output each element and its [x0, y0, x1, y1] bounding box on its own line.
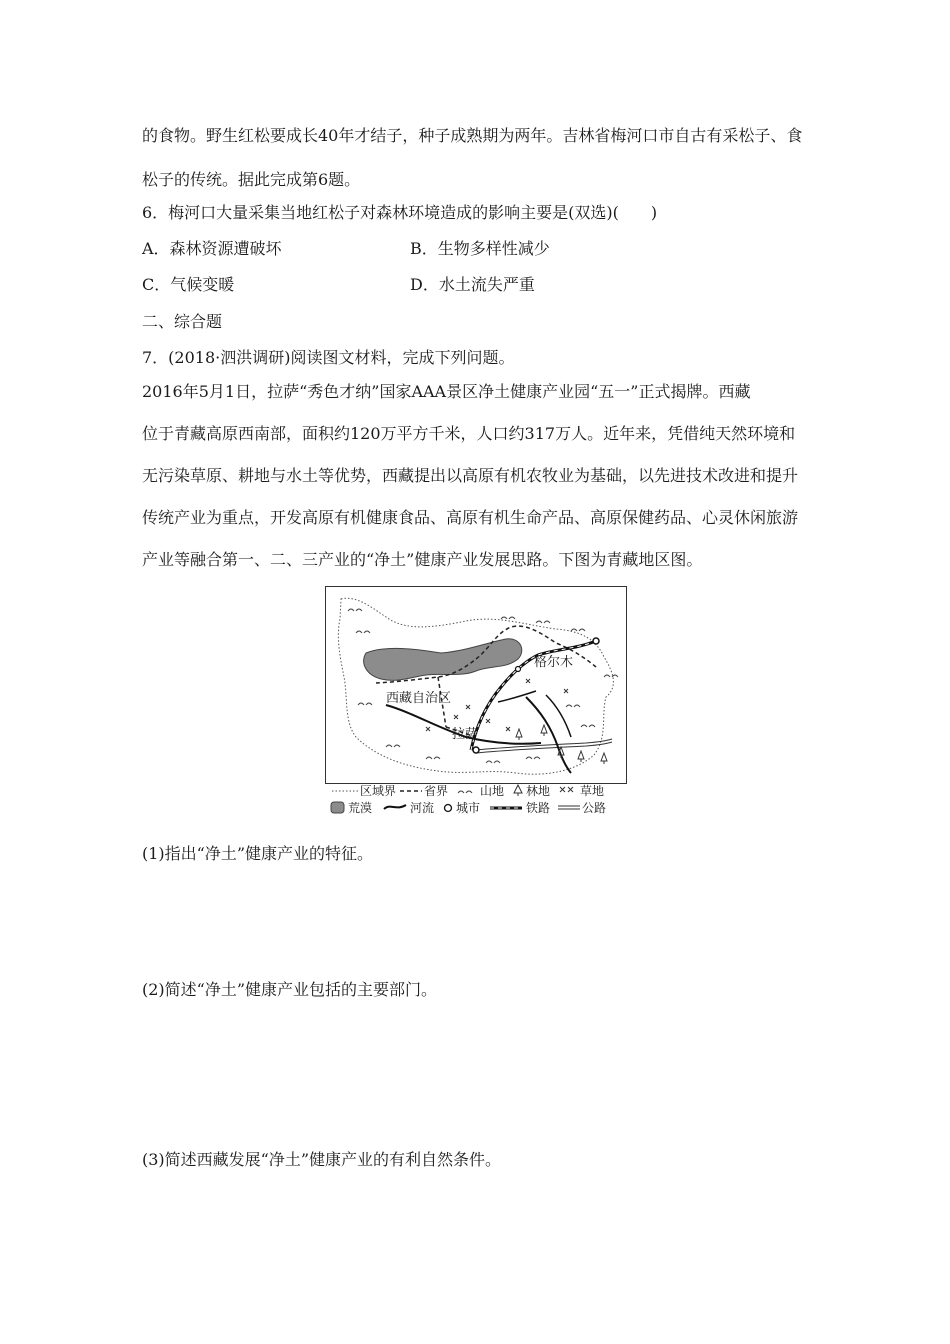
legend-highway-swatch: [556, 803, 582, 813]
legend-mountain: 山地: [480, 784, 505, 798]
city-other: [516, 667, 521, 672]
intro-line-2: 松子的传统。据此完成第6题。: [142, 170, 361, 189]
option-c: C．气候变暖: [142, 275, 235, 294]
legend-forest-swatch: [512, 783, 524, 797]
legend-grassland: 草地: [580, 784, 605, 798]
desert-area: [364, 639, 522, 681]
legend-grass-swatch: [558, 785, 578, 795]
legend-desert: 荒漠: [348, 801, 373, 815]
legend-city: 城市: [456, 801, 481, 815]
legend-province-border: 省界: [424, 784, 449, 798]
option-b: B．生物多样性减少: [410, 239, 550, 258]
legend-railway: 铁路: [526, 801, 551, 815]
option-d: D．水土流失严重: [410, 275, 535, 294]
province-border: [376, 626, 596, 737]
city-geermu: [593, 638, 599, 644]
legend-river: 河流: [410, 801, 435, 815]
legend-region-border-swatch: [330, 786, 360, 796]
material-line-1: 2016年5月1日，拉萨“秀色才纳”国家AAA景区净土健康产业园“五一”正式揭牌。西藏: [142, 382, 751, 401]
legend-river-swatch: [382, 801, 408, 813]
material-line-3: 无污染草原、耕地与水土等优势，西藏提出以高原有机农牧业为基础，以先进技术改进和提升: [142, 466, 799, 485]
intro-line-1: 的食物。野生红松要成长40年才结子，种子成熟期为两年。吉林省梅河口市自古有采松子、食: [142, 126, 803, 145]
legend-highway: 公路: [582, 801, 607, 815]
option-a: A．森林资源遭破坏: [142, 239, 282, 258]
label-geermu: 格尔木: [534, 655, 574, 670]
material-line-5: 产业等融合第一、二、三产业的“净土”健康产业发展思路。下图为青藏地区图。: [142, 550, 703, 569]
label-xizang: 西藏自治区: [386, 691, 452, 706]
section-title: 二、综合题: [142, 312, 223, 331]
sub-question-2: (2)简述“净土”健康产业包括的主要部门。: [142, 980, 438, 999]
material-line-2: 位于青藏高原西南部，面积约120万平方千米，人口约317万人。近年来，凭借纯天然环境和: [142, 424, 796, 443]
city-lasa: [473, 747, 479, 753]
river-2: [526, 697, 571, 773]
map-drawing: [326, 587, 626, 783]
question-6-stem: 6．梅河口大量采集当地红松子对森林环境造成的影响主要是(双选)( ): [142, 203, 658, 222]
qinghai-tibet-map: [320, 583, 630, 821]
legend-province-border-swatch: [398, 786, 424, 796]
map-frame: [325, 586, 627, 784]
sub-question-3: (3)简述西藏发展“净土”健康产业的有利自然条件。: [142, 1150, 502, 1169]
sub-question-1: (1)指出“净土”健康产业的特征。: [142, 844, 374, 863]
legend-forest: 林地: [526, 784, 551, 798]
legend-region-border: 区域界: [360, 784, 397, 798]
river-3: [546, 695, 571, 737]
label-lasa: 拉萨: [452, 727, 479, 742]
legend-mountain-swatch: [456, 785, 478, 795]
material-line-4: 传统产业为重点，开发高原有机健康食品、高原有机生命产品、高原保健药品、心灵休闲旅游: [142, 508, 799, 527]
question-7-stem: 7．(2018·泗洪调研)阅读图文材料，完成下列问题。: [142, 348, 515, 367]
highway-line-2: [476, 742, 612, 753]
legend-desert-swatch: [330, 801, 346, 815]
legend-city-swatch: [442, 802, 454, 814]
legend-railway-swatch: [488, 803, 524, 813]
